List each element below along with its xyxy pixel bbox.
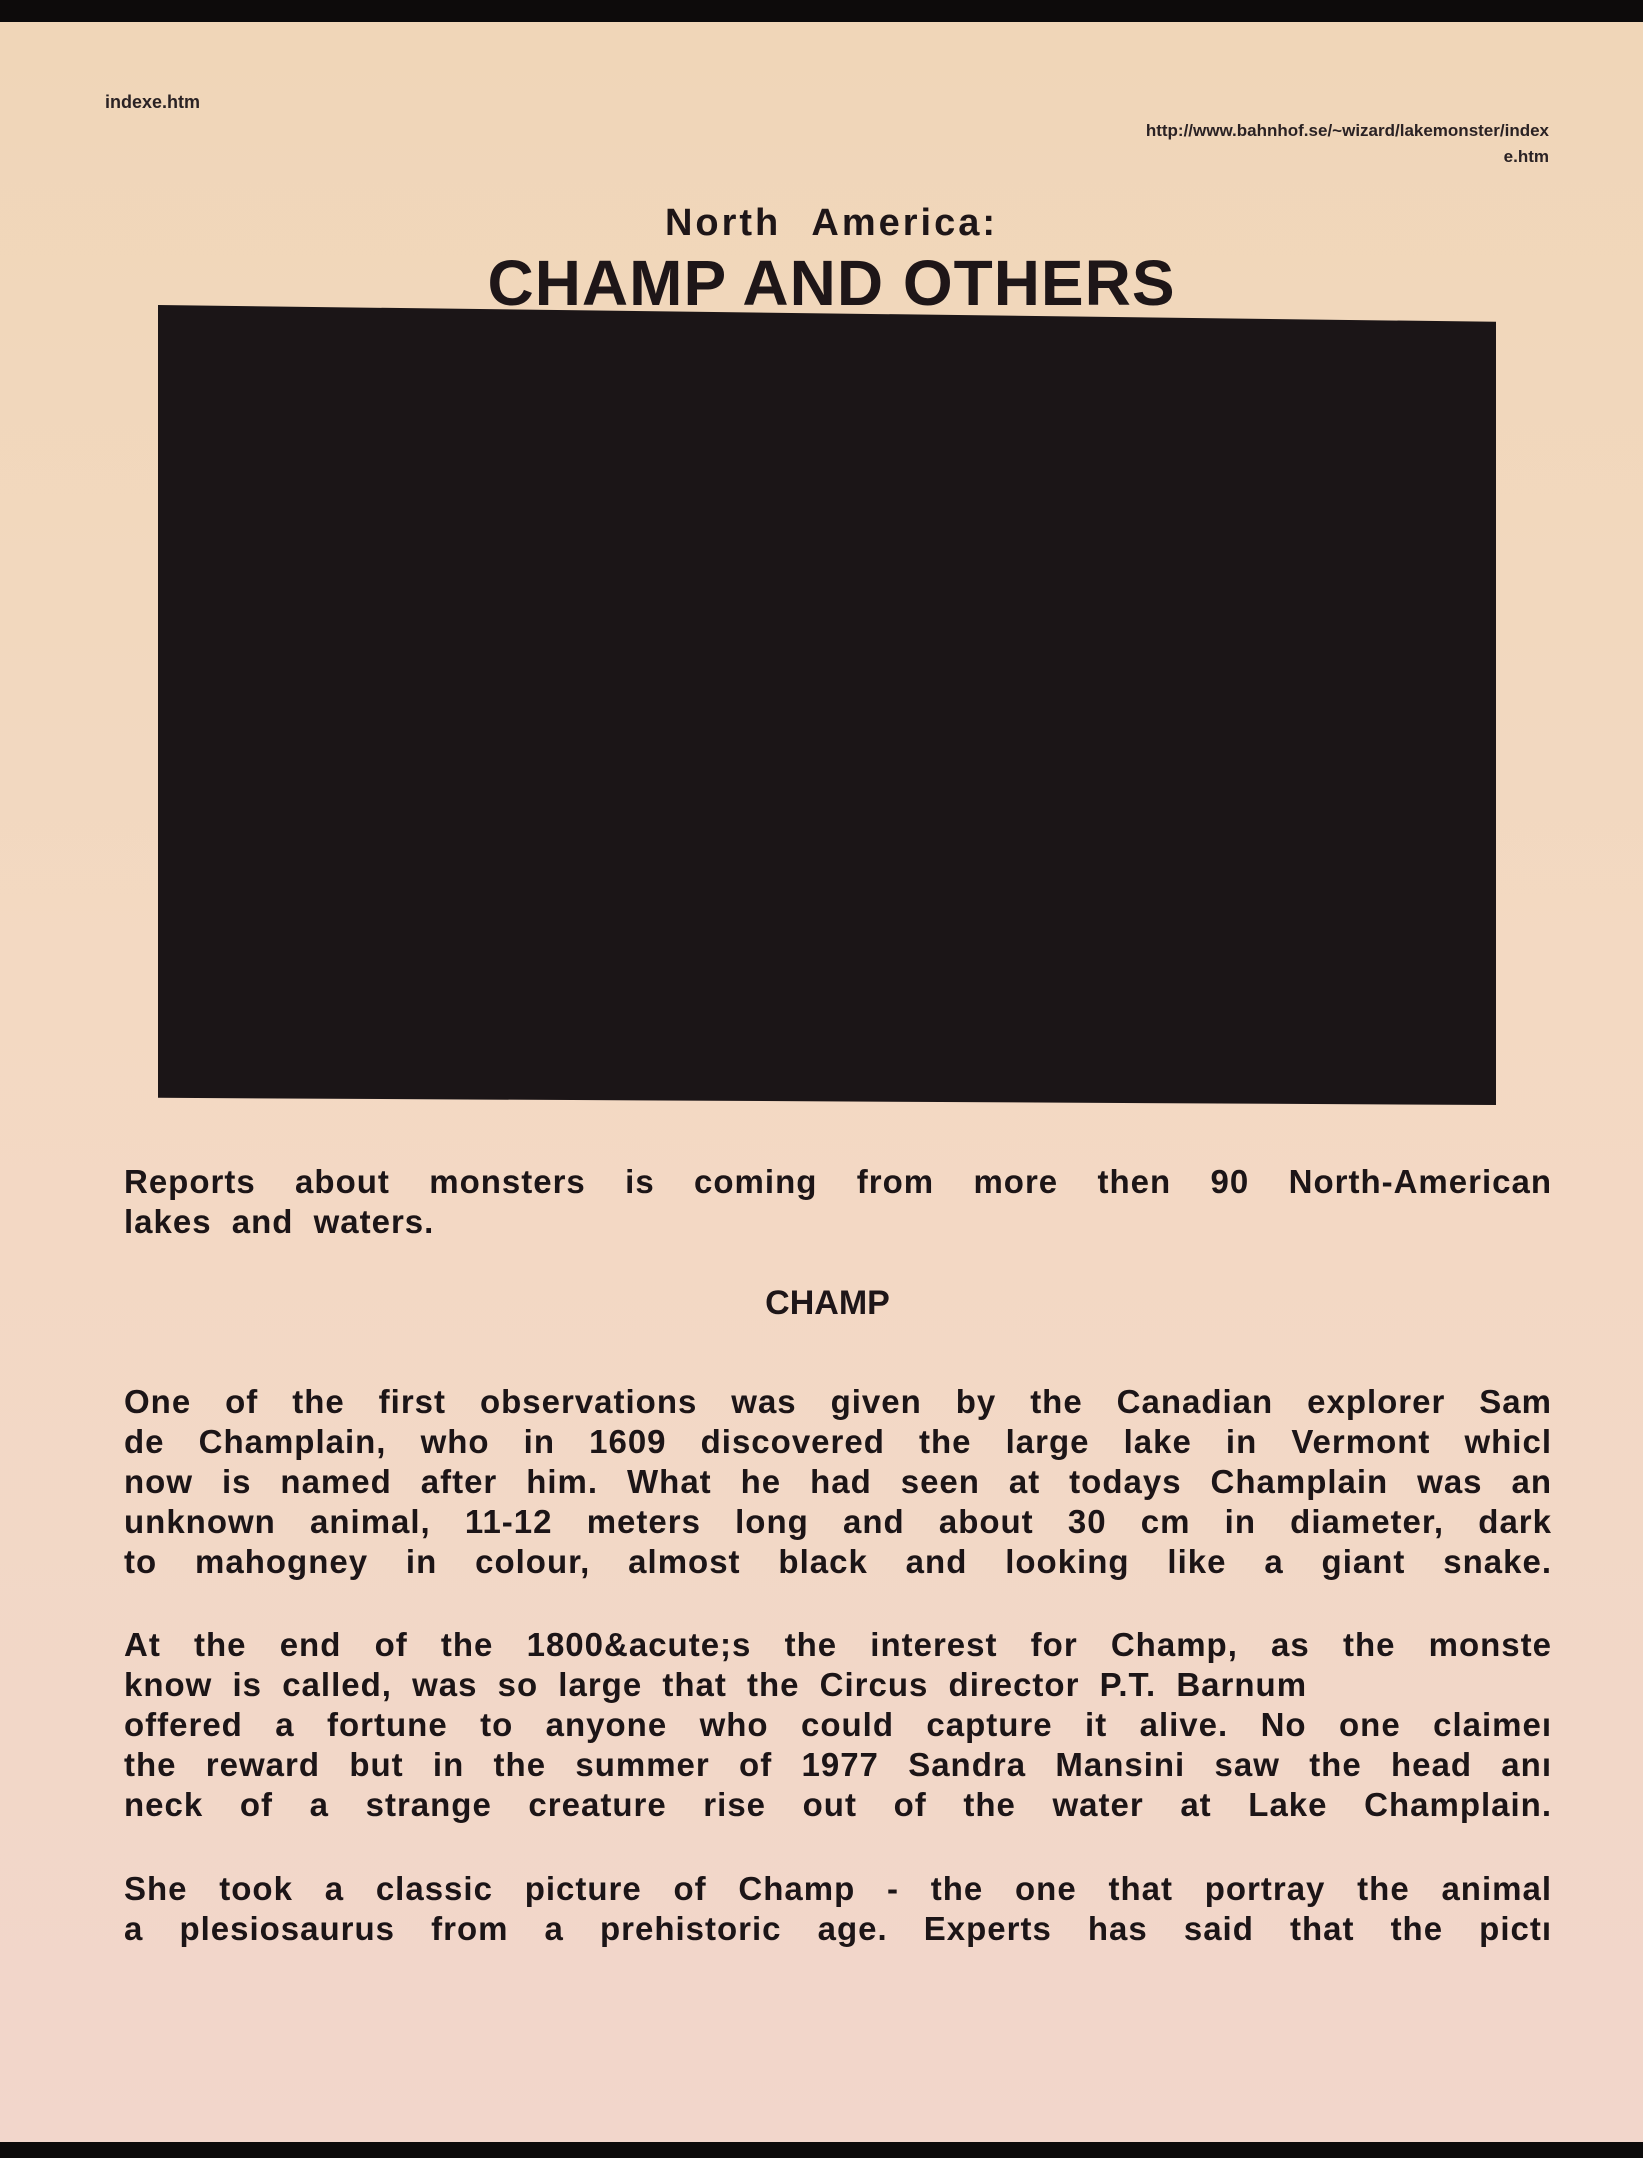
text-line: the reward but in the summer of 1977 Sandra Mansini saw the head anı: [124, 1746, 1552, 1783]
text-line: de Champlain, who in 1609 discovered the large lake in Vermont whicl: [124, 1423, 1552, 1460]
header-url: [1029, 118, 1549, 170]
text-line: now is named after him. What he had seen at todays Champlain was an: [124, 1463, 1552, 1500]
document-page: [0, 22, 1643, 2142]
text-line: to mahogney in colour, almost black and looking like a giant snake.: [124, 1543, 1552, 1580]
lake-photo-image: [158, 305, 1496, 1105]
text-line: At the end of the 1800&acute;s the interest for Champ, as the monste: [124, 1626, 1552, 1663]
text-line: She took a classic picture of Champ - the one that portray the animal: [124, 1870, 1552, 1907]
text-line: neck of a strange creature rise out of the water at Lake Champlain.: [124, 1786, 1552, 1823]
body-paragraph: [124, 1625, 1552, 1825]
text-line: unknown animal, 11-12 meters long and about 30 cm in diameter, dark: [124, 1503, 1552, 1540]
section-heading: CHAMP: [765, 1284, 890, 1322]
page-title: CHAMP AND OTHERS: [487, 247, 1176, 319]
header-filename: indexe.htm: [105, 92, 201, 112]
page-supertitle: North America:: [664, 202, 999, 244]
header-url-line: http://www.bahnhof.se/~wizard/lakemonster/index: [1145, 121, 1549, 140]
header-url-line: e.htm: [1503, 147, 1549, 166]
text-line: offered a fortune to anyone who could capture it alive. No one claimeı: [124, 1706, 1552, 1743]
text-line: One of the first observations was given by the Canadian explorer Sam: [124, 1383, 1552, 1420]
body-paragraph: [124, 1869, 1552, 1949]
text-line: know is called, was so large that the Circus director P.T. Barnum: [124, 1666, 1308, 1703]
text-line: lakes and waters.: [124, 1203, 435, 1240]
text-line: Reports about monsters is coming from more then 90 North-American: [124, 1163, 1552, 1200]
intro-paragraph: [124, 1162, 1552, 1242]
text-line: a plesiosaurus from a prehistoric age. Experts has said that the pictı: [124, 1910, 1552, 1947]
body-paragraph: [124, 1382, 1552, 1582]
